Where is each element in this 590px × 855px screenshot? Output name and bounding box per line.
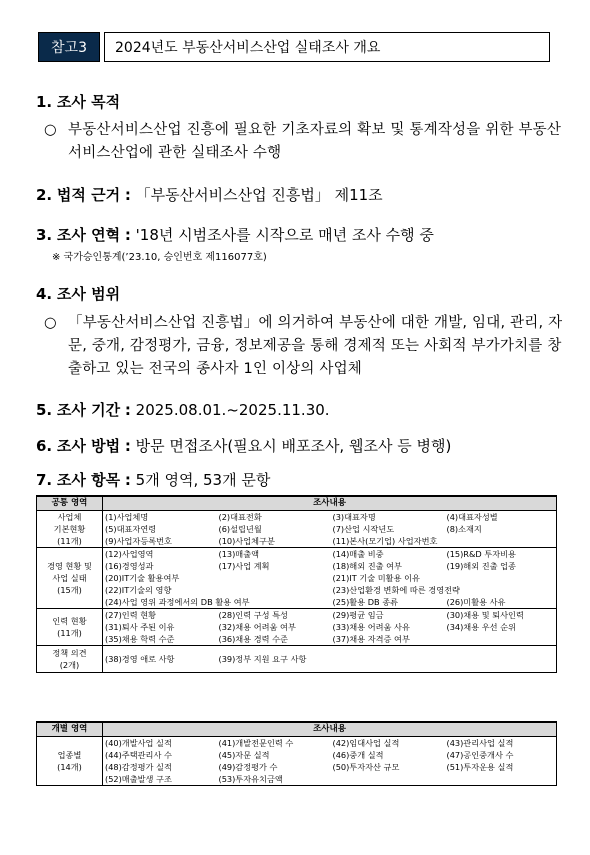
item-cell: (16)경영성과 <box>103 560 217 572</box>
table-row <box>37 737 557 750</box>
section-title: 법적 근거 <box>56 186 121 204</box>
item-cell: (13)매출액 <box>218 548 260 559</box>
item-cell: (20)IT기술 활용여부 <box>103 572 331 584</box>
area-label-line: 인력 현황 <box>52 616 87 626</box>
table-row <box>37 773 557 786</box>
item-cell: (29)평균 임금 <box>332 609 384 620</box>
section-2-heading <box>36 184 383 205</box>
item-cell: (49)감정평가 수 <box>218 761 278 772</box>
item-cell: (47)공인중개사 수 <box>445 749 557 761</box>
individual-area-table <box>36 721 557 786</box>
item-cell: (52)매출발생 구조 <box>103 773 217 786</box>
table-row <box>37 572 557 584</box>
paragraph-text: 부동산서비스산업 진흥에 필요한 기초자료의 확보 및 통계작성을 위한 부동산서비스산업에 관한 실태조사 수행 <box>68 122 562 161</box>
area-label-cell <box>37 646 103 673</box>
item-cell: (30)채용 및 퇴사인력 <box>445 609 557 622</box>
table-header-row <box>37 722 557 737</box>
colon: : <box>124 437 131 455</box>
section-number: 1. <box>36 93 53 111</box>
paragraph-text: 「부동산서비스산업 진흥법」에 의거하여 부동산에 대한 개발, 임대, 관리, 자문, 중개, 감정평가, 금융, 정보제공을 통해 경제적 또는 사회적 부가가치를 창출하고 있는 전국의 종사자 1인 이상의 사업체 <box>68 315 563 377</box>
section-number: 6. <box>36 437 53 455</box>
section-1-text <box>44 119 564 165</box>
section-number: 2. <box>36 186 53 204</box>
bullet-icon: ○ <box>44 122 57 138</box>
area-label-cell <box>37 737 103 786</box>
item-cell: (34)채용 우선 순위 <box>445 621 557 633</box>
reference-tag: 참고3 <box>38 32 100 62</box>
area-label-line: 경영 현황 및 <box>47 561 92 571</box>
item-cell: (9)사업자등록번호 <box>103 535 217 548</box>
document-title: 2024년도 부동산서비스산업 실태조사 개요 <box>104 32 550 62</box>
section-number: 4. <box>36 285 53 303</box>
item-cell: (46)중개 실적 <box>332 749 384 760</box>
section-number: 5. <box>36 401 53 419</box>
table-row <box>37 621 557 633</box>
document-title-box <box>38 32 550 62</box>
item-cell: (37)채용 자격증 여부 <box>331 633 557 646</box>
area-label-cell <box>37 548 103 609</box>
item-cell: (21)IT 기술 미활용 이유 <box>331 572 557 584</box>
item-cell: (2)대표전화 <box>218 511 262 522</box>
item-cell: (12)사업영역 <box>103 548 217 561</box>
item-cell: (28)인력 구성 특성 <box>218 609 288 620</box>
item-cell: (7)산업 시작년도 <box>332 523 395 534</box>
section-body: 2025.08.01.~2025.11.30. <box>135 401 330 419</box>
item-cell: (31)퇴사 주된 이유 <box>103 621 217 633</box>
table-row <box>37 761 557 773</box>
table-row <box>37 560 557 572</box>
table-row <box>37 511 557 524</box>
item-cell: (25)활용 DB 종류 <box>331 596 445 609</box>
area-label-line: 업종별 <box>57 750 82 760</box>
section-title: 조사 범위 <box>56 285 121 303</box>
content-header: 조사내용 <box>103 496 557 511</box>
section-title: 조사 항목 <box>56 471 121 489</box>
table-header-row <box>37 496 557 511</box>
section-1-heading <box>36 91 120 112</box>
table-row <box>37 609 557 622</box>
table-row <box>37 633 557 646</box>
colon: : <box>124 401 131 419</box>
section-title: 조사 방법 <box>56 437 121 455</box>
item-cell: (19)해외 진출 업종 <box>445 560 557 572</box>
item-cell: (51)투자운용 실적 <box>445 761 557 773</box>
section-body: 5개 영역, 53개 문항 <box>135 471 271 489</box>
item-cell: (53)투자유치금액 <box>217 773 557 786</box>
item-cell: (22)IT기술의 영향 <box>103 584 331 596</box>
item-cell: (4)대표자성별 <box>445 511 557 524</box>
common-area-table <box>36 495 557 673</box>
section-7-heading <box>36 469 270 490</box>
item-cell: (32)채용 어려움 여부 <box>218 621 296 632</box>
section-body: 방문 면접조사(필요시 배포조사, 웹조사 등 병행) <box>135 437 452 455</box>
section-body: 「부동산서비스산업 진흥법」 제11조 <box>135 186 383 204</box>
item-cell: (8)소재지 <box>445 523 557 535</box>
colon: : <box>124 471 131 489</box>
item-cell: (18)해외 진출 여부 <box>332 560 402 571</box>
area-label-line: (2개) <box>59 660 80 670</box>
item-cell: (33)채용 어려움 사유 <box>332 621 410 632</box>
item-cell: (41)개발전문인력 수 <box>218 737 294 748</box>
item-cell: (50)투자자산 규모 <box>332 761 400 772</box>
item-cell: (5)대표자연령 <box>103 523 217 535</box>
item-cell: (11)본사(모기업) 사업자번호 <box>331 535 557 548</box>
section-4-heading <box>36 283 120 304</box>
bullet-icon: ○ <box>44 315 57 331</box>
item-cell: (17)사업 계획 <box>218 560 270 571</box>
section-title: 조사 연혁 <box>56 226 121 244</box>
item-cell: (48)감정평가 실적 <box>103 761 217 773</box>
item-cell: (27)인력 현황 <box>103 609 217 622</box>
area-label-line: (11개) <box>57 536 82 546</box>
area-label-cell <box>37 511 103 548</box>
item-cell: (43)관리사업 실적 <box>445 737 557 750</box>
item-cell: (42)임대사업 실적 <box>332 737 400 748</box>
item-cell: (6)설립년월 <box>218 523 262 534</box>
item-cell: (26)미활용 사유 <box>445 596 557 609</box>
area-label-line: 기본현황 <box>53 524 86 534</box>
section-3-heading <box>36 224 434 245</box>
section-number: 3. <box>36 226 53 244</box>
area-label-cell <box>37 609 103 646</box>
table-row <box>37 584 557 596</box>
section-title: 조사 목적 <box>56 93 121 111</box>
area-label-line: (14개) <box>57 762 82 772</box>
item-cell: (15)R&D 투자비용 <box>445 548 557 561</box>
area-label-line: 사업체 <box>57 512 82 522</box>
colon: : <box>124 186 131 204</box>
item-cell: (36)채용 경력 수준 <box>217 633 331 646</box>
section-number: 7. <box>36 471 53 489</box>
area-header: 공통 영역 <box>37 496 103 511</box>
item-cell: (24)사업 영위 과정에서의 DB 활용 여부 <box>103 596 331 609</box>
area-label-line: 사업 실태 <box>52 573 87 583</box>
item-cell: (35)채용 학력 수준 <box>103 633 217 646</box>
item-cell: (39)정부 지원 요구 사항 <box>217 646 557 673</box>
item-cell: (44)주택관리사 수 <box>103 749 217 761</box>
table-row <box>37 523 557 535</box>
item-cell: (23)산업환경 변화에 따른 경영전략 <box>331 584 557 596</box>
table-row <box>37 596 557 609</box>
section-6-heading <box>36 435 451 456</box>
table-row <box>37 749 557 761</box>
area-label-line: (11개) <box>57 628 82 638</box>
table-row <box>37 548 557 561</box>
area-header: 개별 영역 <box>37 722 103 737</box>
item-cell: (1)사업체명 <box>103 511 217 524</box>
colon: : <box>124 226 131 244</box>
item-cell: (14)매출 비중 <box>332 548 384 559</box>
content-header: 조사내용 <box>103 722 557 737</box>
section-4-text <box>44 312 564 381</box>
item-cell: (40)개발사업 실적 <box>103 737 217 750</box>
section-5-heading <box>36 399 330 420</box>
item-cell: (3)대표자명 <box>332 511 376 522</box>
item-cell: (45)자문 실적 <box>218 749 270 760</box>
area-label-line: (15개) <box>57 585 82 595</box>
item-cell: (38)경영 애로 사항 <box>103 646 217 673</box>
table-row <box>37 646 557 673</box>
section-body: '18년 시범조사를 시작으로 매년 조사 수행 중 <box>135 226 434 244</box>
area-label-line: 정책 의견 <box>52 648 87 658</box>
table-row <box>37 535 557 548</box>
approval-note: ※ 국가승인통계(’23.10, 승인번호 제116077호) <box>52 252 267 263</box>
item-cell: (10)사업체구분 <box>217 535 331 548</box>
section-title: 조사 기간 <box>56 401 121 419</box>
